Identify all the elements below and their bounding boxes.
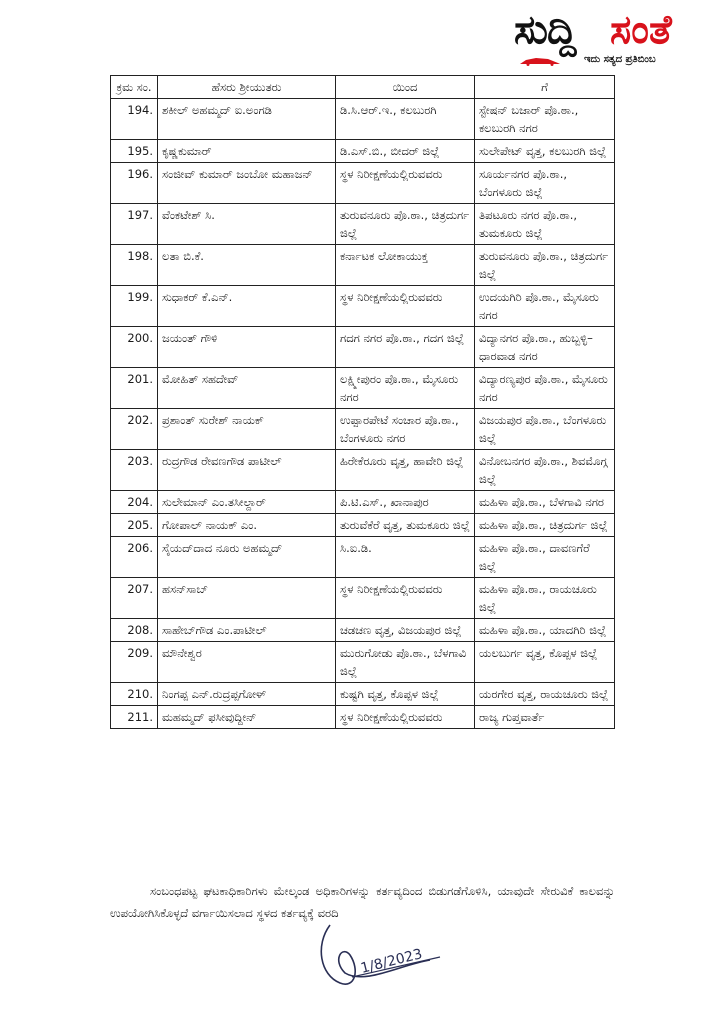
table-row	[111, 368, 615, 409]
table-row	[111, 683, 615, 706]
cell-to: ಉದಯಗಿರಿ ಪೊ.ಠಾ., ಮೈಸೂರು ನಗರ	[475, 286, 615, 327]
transfer-table	[110, 75, 615, 729]
cell-name: ಜಯಂತ್ ಗೌಳಿ	[158, 327, 336, 368]
table-row	[111, 204, 615, 245]
table-row	[111, 450, 615, 491]
cell-serial: 211.	[111, 706, 158, 729]
cell-name: ಕೃಷ್ಣಕುಮಾರ್	[158, 140, 336, 163]
cell-from: ಪಿ.ಟಿ.ಎಸ್., ಖಾನಾಪುರ	[336, 491, 475, 514]
cell-to: ಮಹಿಳಾ ಪೊ.ಠಾ., ಯಾದಗಿರಿ ಜಿಲ್ಲೆ	[475, 619, 615, 642]
cell-serial: 209.	[111, 642, 158, 683]
cell-to: ಯಲಬುರ್ಗ ವೃತ್ತ, ಕೊಪ್ಪಳ ಜಿಲ್ಲೆ	[475, 642, 615, 683]
brand-tagline: ಇದು ಸತ್ಯದ ಪ್ರತಿಬಿಂಬ	[584, 54, 656, 65]
table-row	[111, 286, 615, 327]
cell-serial: 206.	[111, 537, 158, 578]
cell-from: ಡಿ.ಎಸ್.ಬಿ., ಬೀದರ್ ಜಿಲ್ಲೆ	[336, 140, 475, 163]
cell-from: ಕುಷ್ಟಗಿ ವೃತ್ತ, ಕೊಪ್ಪಳ ಜಿಲ್ಲೆ	[336, 683, 475, 706]
header-name: ಹೆಸರು ಶ್ರೀಯುತರು	[158, 76, 336, 99]
table-row	[111, 163, 615, 204]
footer-text: ಸಂಬಂಧಪಟ್ಟ ಘಟಕಾಧಿಕಾರಿಗಳು ಮೇಲ್ಕಂಡ ಅಧಿಕಾರಿಗಳನ್ನು ಕರ್ತವ್ಯದಿಂದ ಬಿಡುಗಡೆಗೊಳಿಸಿ, ಯಾವುದೇ ಸೇರುವಿಕೆ ಕಾಲವನ್ನು ಉಪಯೋಗಿಸಿಕೊಳ್ಳದೆ ವರ್ಗಾಯಿಸಲಾದ ಸ್ಥಳದ ಕರ್ತವ್ಯಕ್ಕೆ ವರದಿ	[110, 884, 615, 920]
cell-from: ಮುರುಗೋಡು ಪೊ.ಠಾ., ಬೆಳಗಾವಿ ಜಿಲ್ಲೆ	[336, 642, 475, 683]
cell-serial: 203.	[111, 450, 158, 491]
cell-serial: 205.	[111, 514, 158, 537]
cell-from: ತುರುವೆಕೆರೆ ವೃತ್ತ, ತುಮಕೂರು ಜಿಲ್ಲೆ	[336, 514, 475, 537]
header-from: ಯಿಂದ	[336, 76, 475, 99]
cell-serial: 200.	[111, 327, 158, 368]
signature-date: 1/8/2023	[359, 946, 424, 977]
cell-serial: 194.	[111, 99, 158, 140]
cell-name: ಸೈಯದ್‌ದಾದ ನೂರು ಅಹಮ್ಮದ್	[158, 537, 336, 578]
cell-to: ಯರಗೇರ ವೃತ್ತ, ರಾಯಚೂರು ಜಿಲ್ಲೆ	[475, 683, 615, 706]
cell-to: ಮಹಿಳಾ ಪೊ.ಠಾ., ಚಿತ್ರದುರ್ಗ ಜಿಲ್ಲೆ	[475, 514, 615, 537]
cell-name: ಲತಾ ಬಿ.ಕೆ.	[158, 245, 336, 286]
cell-from: ಉಪ್ಪಾರಪೇಟೆ ಸಂಚಾರ ಪೊ.ಠಾ., ಬೆಂಗಳೂರು ನಗರ	[336, 409, 475, 450]
cell-from: ಸಿ.ಐ.ಡಿ.	[336, 537, 475, 578]
table-row	[111, 537, 615, 578]
cell-to: ಸುಲೇಪೇಟ್ ವೃತ್ತ, ಕಲಬುರಗಿ ಜಿಲ್ಲೆ	[475, 140, 615, 163]
table-row	[111, 706, 615, 729]
cell-to: ಸ್ಟೇಷನ್ ಬಜಾರ್ ಪೊ.ಠಾ., ಕಲಬುರಗಿ ನಗರ	[475, 99, 615, 140]
cell-from: ಸ್ಥಳ ನಿರೀಕ್ಷಣೆಯಲ್ಲಿರುವವರು	[336, 163, 475, 204]
table-row	[111, 409, 615, 450]
cell-to: ಮಹಿಳಾ ಪೊ.ಠಾ., ಬೆಳಗಾವಿ ನಗರ	[475, 491, 615, 514]
brand-logo	[500, 6, 714, 68]
cell-to: ವಿದ್ಯಾನಗರ ಪೊ.ಠಾ., ಹುಬ್ಬಳ್ಳಿ–ಧಾರವಾಡ ನಗರ	[475, 327, 615, 368]
cell-serial: 195.	[111, 140, 158, 163]
cell-from: ಚಡಚಣ ವೃತ್ತ, ವಿಜಯಪುರ ಜಿಲ್ಲೆ	[336, 619, 475, 642]
cell-to: ತುರುವನೂರು ಪೊ.ಠಾ., ಚಿತ್ರದುರ್ಗ ಜಿಲ್ಲೆ	[475, 245, 615, 286]
signature	[310, 915, 460, 995]
cell-name: ಗೋಪಾಲ್ ನಾಯಕ್ ಎಂ.	[158, 514, 336, 537]
cell-from: ಹಿರೇಕೆರೂರು ವೃತ್ತ, ಹಾವೇರಿ ಜಿಲ್ಲೆ	[336, 450, 475, 491]
cell-to: ರಾಜ್ಯ ಗುಪ್ತವಾರ್ತೆ	[475, 706, 615, 729]
cell-serial: 202.	[111, 409, 158, 450]
cell-name: ಮೋಹಿತ್ ಸಹದೇವ್	[158, 368, 336, 409]
cell-serial: 204.	[111, 491, 158, 514]
cell-name: ಪ್ರಶಾಂತ್ ಸುರೇಶ್ ನಾಯಕ್	[158, 409, 336, 450]
table-row	[111, 140, 615, 163]
cell-name: ಮಹಮ್ಮದ್ ಫಸೀವುದ್ದೀನ್	[158, 706, 336, 729]
table-row	[111, 619, 615, 642]
cell-name: ವೆಂಕಟೇಶ್ ಸಿ.	[158, 204, 336, 245]
brand-word-2: ಸಂತೆ	[610, 7, 672, 53]
cell-from: ಸ್ಥಳ ನಿರೀಕ್ಷಣೆಯಲ್ಲಿರುವವರು	[336, 286, 475, 327]
table-row	[111, 514, 615, 537]
cell-name: ಹಸನ್‌ಸಾಬ್	[158, 578, 336, 619]
car-icon	[518, 56, 562, 66]
cell-from: ಗದಗ ನಗರ ಪೊ.ಠಾ., ಗದಗ ಜಿಲ್ಲೆ	[336, 327, 475, 368]
cell-name: ಶಕೀಲ್ ಅಹಮ್ಮದ್ ಐ.ಅಂಗಡಿ	[158, 99, 336, 140]
table-row	[111, 327, 615, 368]
cell-to: ಸೂರ್ಯನಗರ ಪೊ.ಠಾ., ಬೆಂಗಳೂರು ಜಿಲ್ಲೆ	[475, 163, 615, 204]
table-row	[111, 99, 615, 140]
cell-to: ಮಹಿಳಾ ಪೊ.ಠಾ., ದಾವಣಗೆರೆ ಜಿಲ್ಲೆ	[475, 537, 615, 578]
cell-serial: 210.	[111, 683, 158, 706]
cell-serial: 197.	[111, 204, 158, 245]
cell-name: ರುದ್ರಗೌಡ ರೇವಣಗೌಡ ಪಾಟೀಲ್	[158, 450, 336, 491]
cell-to: ಮಹಿಳಾ ಪೊ.ಠಾ., ರಾಯಚೂರು ಜಿಲ್ಲೆ	[475, 578, 615, 619]
table-row	[111, 245, 615, 286]
cell-name: ಮೌನೇಶ್ವರ	[158, 642, 336, 683]
cell-to: ತಿಪಟೂರು ನಗರ ಪೊ.ಠಾ., ತುಮಕೂರು ಜಿಲ್ಲೆ	[475, 204, 615, 245]
cell-name: ಸಂಜೀವ್ ಕುಮಾರ್ ಜಂಬೋ ಮಹಾಜನ್	[158, 163, 336, 204]
cell-serial: 199.	[111, 286, 158, 327]
cell-from: ಲಕ್ಷ್ಮೀಪುರಂ ಪೊ.ಠಾ., ಮೈಸೂರು ನಗರ	[336, 368, 475, 409]
table-row	[111, 642, 615, 683]
cell-serial: 207.	[111, 578, 158, 619]
cell-name: ಸಾಹೇಬ್‌ಗೌಡ ಎಂ.ಪಾಟೀಲ್	[158, 619, 336, 642]
cell-to: ವಿಜಯಪುರ ಪೊ.ಠಾ., ಬೆಂಗಳೂರು ಜಿಲ್ಲೆ	[475, 409, 615, 450]
cell-serial: 208.	[111, 619, 158, 642]
cell-from: ಸ್ಥಳ ನಿರೀಕ್ಷಣೆಯಲ್ಲಿರುವವರು	[336, 706, 475, 729]
cell-name: ನಿಂಗಪ್ಪ ಎನ್.ರುದ್ರಪ್ಪಗೋಳ್	[158, 683, 336, 706]
header-serial: ಕ್ರಮ ಸಂ.	[111, 76, 158, 99]
cell-name: ಸುಲೇಮಾನ್ ಎಂ.ತಸೀಲ್ದಾರ್	[158, 491, 336, 514]
cell-to: ವಿದ್ಯಾರಣ್ಯಪುರ ಪೊ.ಠಾ., ಮೈಸೂರು ನಗರ	[475, 368, 615, 409]
cell-to: ವಿನೋಬನಗರ ಪೊ.ಠಾ., ಶಿವಮೊಗ್ಗ ಜಿಲ್ಲೆ	[475, 450, 615, 491]
table-row	[111, 578, 615, 619]
cell-serial: 198.	[111, 245, 158, 286]
cell-serial: 196.	[111, 163, 158, 204]
cell-from: ತುರುವನೂರು ಪೊ.ಠಾ., ಚಿತ್ರದುರ್ಗ ಜಿಲ್ಲೆ	[336, 204, 475, 245]
table-row	[111, 491, 615, 514]
cell-from: ಕರ್ನಾಟಕ ಲೋಕಾಯುಕ್ತ	[336, 245, 475, 286]
header-to: ಗೆ	[475, 76, 615, 99]
cell-serial: 201.	[111, 368, 158, 409]
table-header-row	[111, 76, 615, 99]
cell-from: ಸ್ಥಳ ನಿರೀಕ್ಷಣೆಯಲ್ಲಿರುವವರು	[336, 578, 475, 619]
brand-word-1: ಸುದ್ದಿ	[514, 7, 576, 53]
cell-from: ಡಿ.ಸಿ.ಆರ್.ಇ., ಕಲಬುರಗಿ	[336, 99, 475, 140]
cell-name: ಸುಧಾಕರ್ ಕೆ.ಎನ್.	[158, 286, 336, 327]
